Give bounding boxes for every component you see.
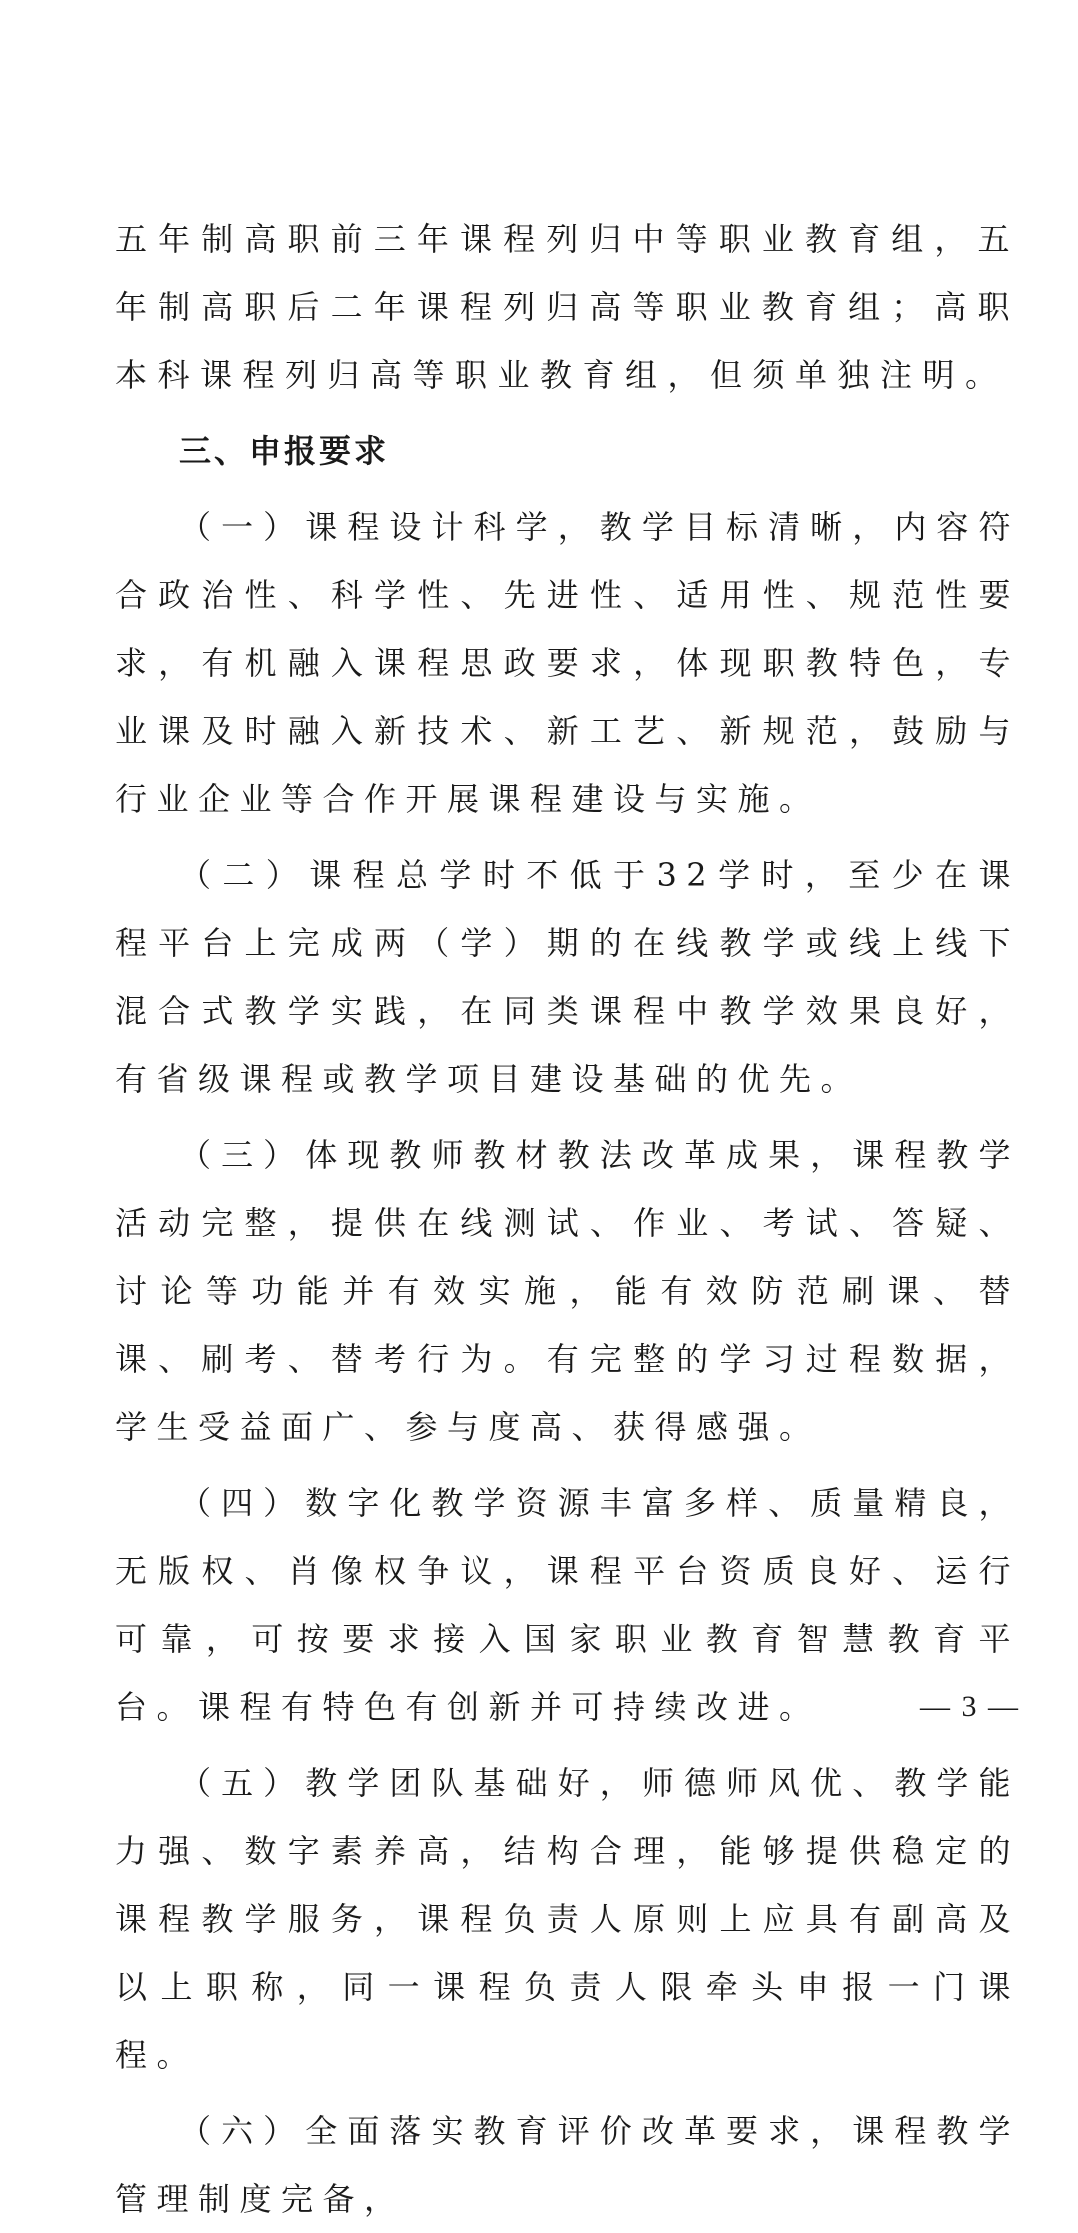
intro-paragraph: 五年制高职前三年课程列归中等职业教育组，五年制高职后二年课程列归高等职业教育组；高职本科课程列归高等职业教育组，但须单独注明。 [115,220,1020,394]
requirement-item-4: （四）数字化教学资源丰富多样、质量精良，无版权、肖像权争议，课程平台资质良好、运行可靠，可按要求接入国家职业教育智慧教育平台。课程有特色有创新并可持续改进。 [115,1484,1020,1726]
page-number: — 3 — [920,1690,1020,1723]
requirement-item-6: （六）全面落实教育评价改革要求，课程教学管理制度完备， [115,2112,1020,2218]
section-heading: 三、申报要求 [179,432,390,470]
requirement-item-2: （二）课程总学时不低于32学时，至少在课程平台上完成两（学）期的在线教学或线上线下混合式教学实践，在同类课程中教学效果良好，有省级课程或教学项目建设基础的优先。 [115,856,1020,1098]
requirement-item-5: （五）教学团队基础好，师德师风优、教学能力强、数字素养高，结构合理，能够提供稳定的课程教学服务，课程负责人原则上应具有副高及以上职称，同一课程负责人限牵头申报一门课程。 [115,1764,1020,2074]
requirement-item-3: （三）体现教师教材教法改革成果，课程教学活动完整，提供在线测试、作业、考试、答疑、讨论等功能并有效实施，能有效防范刷课、替课、刷考、替考行为。有完整的学习过程数据，学生受益面广、参与度高、获得感强。 [115,1136,1020,1446]
requirement-item-1: （一）课程设计科学，教学目标清晰，内容符合政治性、科学性、先进性、适用性、规范性要求，有机融入课程思政要求，体现职教特色，专业课及时融入新技术、新工艺、新规范，鼓励与行业企业等合作开展课程建设与实施。 [115,508,1020,818]
